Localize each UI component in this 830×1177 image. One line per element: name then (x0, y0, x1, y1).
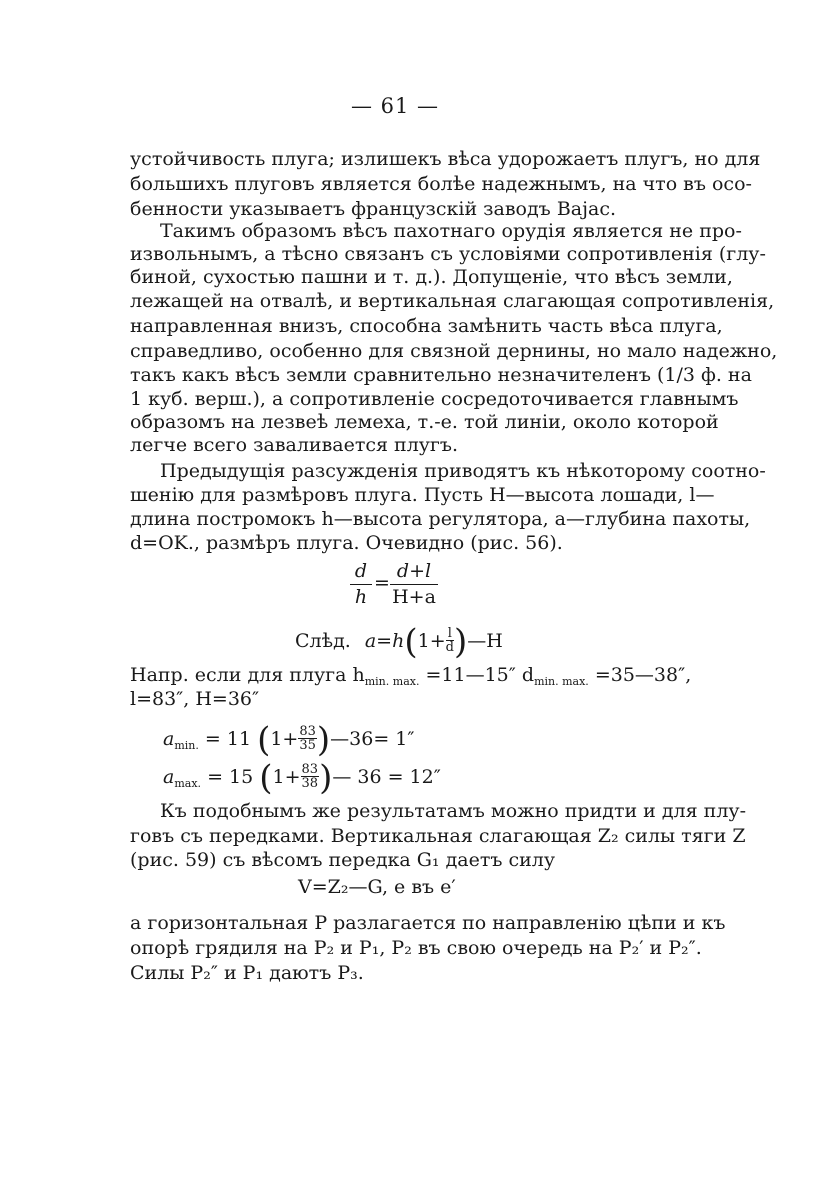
text-line: опорѣ грядиля на P₂ и P₁, P₂ въ свою очередь на P₂′ и P₂″. (130, 937, 702, 959)
formula-text: 1+ (272, 766, 301, 788)
text-line: устойчивость плуга; излишекъ вѣса удорожаетъ плугъ, но для (130, 148, 761, 170)
formula-a-min (163, 720, 415, 760)
formula-text: —36= 1″ (330, 728, 415, 750)
formula-prefix: Слѣд. (295, 630, 351, 652)
formula-depth (295, 622, 503, 662)
text-line: легче всего заваливается плугъ. (130, 434, 459, 456)
text-line: (рис. 59) съ вѣсомъ передка G₁ даетъ силу (130, 849, 556, 871)
text-line: а горизонтальная P разлагается по направленію цѣпи и къ (130, 912, 726, 934)
text-line: 1 куб. верш.), а сопротивленіе сосредоточивается главнымъ (130, 388, 739, 410)
formula-text: = 11 (198, 728, 258, 750)
formula-tail: —H (467, 630, 503, 652)
text-line: Предыдущія разсужденія приводятъ къ нѣкоторому соотно- (160, 460, 766, 482)
subscript: max. (174, 777, 202, 790)
formula-text: — 36 = 12″ (332, 766, 441, 788)
text-line: Силы P₂″ и P₁ даютъ P₃. (130, 962, 364, 984)
frac-den: 38 (301, 776, 319, 791)
paren-open: ( (257, 720, 271, 760)
formula-a-max (163, 758, 441, 798)
text-line: говъ съ передками. Вертикальная слагающая Z₂ силы тяги Z (130, 825, 746, 847)
paren-open: ( (404, 622, 418, 662)
formula-lhs-numerator: d (354, 560, 368, 582)
example-line: l=83″, H=36″ (130, 688, 260, 710)
formula-equals: = (374, 572, 390, 594)
formula-one-plus: 1+ (417, 630, 446, 652)
example-text: Напр. если для плуга h (130, 664, 365, 686)
text-line: бенности указываетъ французскій заводъ Bajac. (130, 198, 617, 220)
formula-rhs-denominator: H+a (392, 586, 436, 608)
text-line: такъ какъ вѣсъ земли сравнительно незначителенъ (1/3 ф. на (130, 364, 752, 386)
fraction-bar (350, 584, 372, 585)
subscript: min. (174, 739, 199, 752)
text-line: длина постромокъ h—высота регулятора, a—глубина пахоты, (130, 508, 751, 530)
fraction-bar (390, 584, 438, 585)
formula-lhs-denominator: h (354, 586, 368, 608)
text-line: большихъ плуговъ является болѣе надежнымъ, на что въ осо- (130, 173, 752, 195)
var-a: a (163, 766, 175, 788)
example-line (130, 664, 692, 688)
frac-num: 83 (301, 762, 319, 777)
frac-num: l (446, 627, 454, 641)
example-text: =11—15″ d (419, 664, 535, 686)
var-a: a (163, 728, 175, 750)
formula-text: = 15 (201, 766, 260, 788)
text-line: d=OK., размѣръ плуга. Очевидно (рис. 56). (130, 532, 563, 554)
page-number: — 61 — (350, 94, 440, 118)
text-line: шенію для размѣровъ плуга. Пусть H—высота лошади, l— (130, 484, 715, 506)
example-text: =35—38″, (588, 664, 692, 686)
text-line: Къ подобнымъ же результатамъ можно придти и для плу- (160, 800, 746, 822)
text-line: биной, сухостью пашни и т. д.). Допущеніе, что вѣсъ земли, (130, 266, 733, 288)
subscript: min. max. (364, 675, 420, 688)
paren-open: ( (259, 758, 273, 798)
text-line: справедливо, особенно для связной дернины, но мало надежно, (130, 340, 778, 362)
frac-den: 35 (299, 738, 316, 753)
small-fraction (298, 725, 317, 752)
text-line: лежащей на отвалѣ, и вертикальная слагающая сопротивленія, (130, 290, 775, 312)
formula-body: a=h (364, 630, 405, 652)
text-line: направленная внизъ, способна замѣнить часть вѣса плуга, (130, 315, 723, 337)
formula-rhs-numerator: d+l (396, 560, 432, 582)
paren-close: ) (319, 758, 333, 798)
formula-v: V=Z₂—G, e въ e′ (298, 876, 456, 898)
text-line: извольнымъ, а тѣсно связанъ съ условіями сопротивленія (глу- (130, 243, 766, 265)
text-line: Такимъ образомъ вѣсъ пахотнаго орудія является не про- (160, 220, 742, 242)
small-fraction (446, 627, 454, 654)
frac-den: d (445, 640, 454, 655)
paren-close: ) (316, 720, 331, 760)
frac-num: 83 (299, 724, 316, 739)
paren-close: ) (453, 622, 468, 662)
subscript: min. max. (534, 675, 589, 688)
small-fraction (301, 763, 320, 790)
text-line: образомъ на лезвеѣ лемеха, т.-е. той линіи, около которой (130, 411, 719, 433)
formula-text: 1+ (270, 728, 299, 750)
